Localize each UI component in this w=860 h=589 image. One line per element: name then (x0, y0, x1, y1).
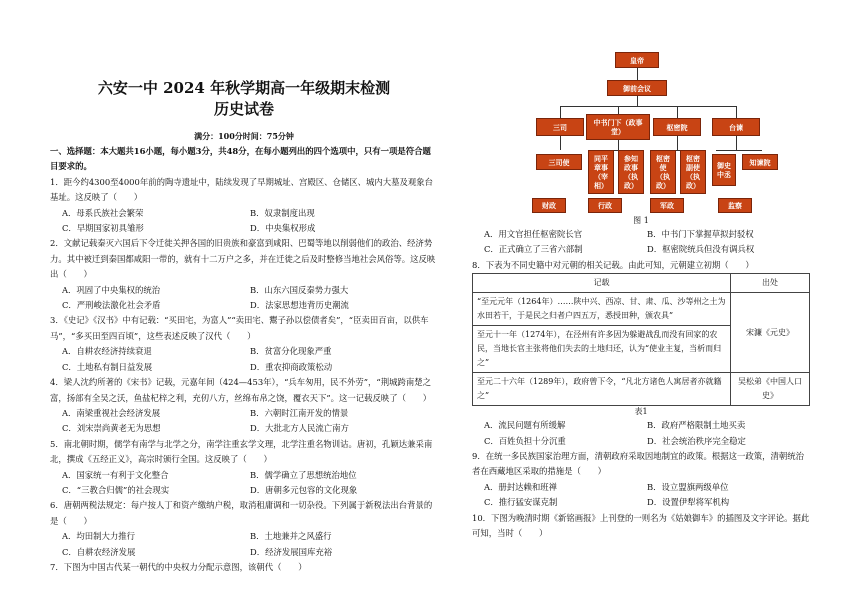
question-options (50, 468, 438, 499)
diagram-connector (618, 140, 619, 150)
question-options (50, 206, 438, 237)
option: C．刘宋崇尚黄老无为思想 (62, 423, 161, 434)
question-stem: 10．下图为晚清时期《新铭画报》上刊登的一则名为《姑娘御车》的插图及文字评论。据此可知，当时（ ） (472, 512, 810, 539)
diagram-connector (677, 106, 678, 118)
option: A．母系氏族社会繁荣 (62, 207, 144, 218)
exam-title: 六安一中 2024 年秋学期高一年级期末检测 (97, 79, 391, 97)
diagram-level3: 枢密副使（执政） (680, 150, 706, 194)
diagram-connector (560, 136, 561, 150)
diagram-root: 皇帝 (615, 52, 659, 68)
table-row (473, 373, 810, 406)
option: C．“三教合归儒”的社会现实 (62, 484, 170, 495)
option: D．经济发展国库充裕 (250, 546, 333, 557)
question-stem: 2．文献记载秦灭六国后下令迁徙关押各国的旧贵族和豪富到咸阳、巴蜀等地以削弱他们的政治、经济势力。其中被迁到秦国都咸阳一带的，就有十二万户之多，并在迁徙之后及时整修当地社会风俗等。这反映出（ ） (50, 238, 436, 280)
diagram-connector (736, 106, 737, 118)
option: B．贫富分化现象严重 (250, 346, 332, 357)
question-stem: 8．下表为不同史籍中对元朝的相关记载。由此可知，元朝建立初期（ ） (472, 259, 754, 270)
diagram-connector (716, 150, 762, 151)
table-cell: “至元元年（1264年）……陕中兴、西凉、甘、肃、瓜、沙等州之土为水田若干，于是民之归者户四五万，悉授田种，颁农具” (473, 293, 731, 326)
question-options (50, 406, 438, 437)
table-row (473, 293, 810, 326)
diagram-connector (677, 136, 678, 150)
exam-meta: 满分：100分时间：75分钟 (194, 131, 294, 141)
exam-subtitle: 历史试卷 (213, 100, 274, 118)
diagram-level3: 三司使 (536, 154, 582, 170)
option: B．政府严格限制土地买卖 (647, 420, 746, 431)
table-cell: 宋濂《元史》 (731, 293, 810, 373)
question-list (50, 175, 438, 576)
option: C．早期国家初具雏形 (62, 223, 144, 234)
diagram-function: 行政 (588, 198, 622, 213)
diagram-level3: 同平章事（宰相） (588, 150, 614, 194)
diagram-level2: 中书门下（政事堂） (586, 114, 650, 140)
option: C．推行猛安谋克制 (484, 497, 558, 508)
option: A．均田制大力推行 (62, 531, 136, 542)
question-stem: 1．距今约4300至4000年前的陶寺遗址中，陆续发现了早期城址、宫殿区、仓储区、城内大墓及观象台基址。这反映了（ ） (50, 176, 433, 203)
diagram-connector (637, 96, 638, 106)
diagram-level3: 参知政事（执政） (618, 150, 644, 194)
question-options (50, 344, 438, 375)
option: D．枢密院统兵但没有调兵权 (647, 244, 755, 255)
q7-options (472, 227, 810, 258)
option: D．中央集权形成 (250, 223, 316, 234)
section-heading: 一、选择题：本大题共16小题，每小题3分，共48分，在每小题列出的四个选项中，只有一项是符合题目要求的。 (50, 146, 431, 172)
records-table (472, 273, 810, 406)
diagram-function: 监察 (718, 198, 752, 213)
table-header: 出处 (731, 274, 810, 293)
option: A．国家统一有利于文化整合 (62, 469, 169, 480)
q9-options (472, 480, 810, 511)
question-options (50, 283, 438, 314)
option: A．册封达赖和班禅 (484, 481, 558, 492)
diagram-level2: 台谏 (712, 118, 760, 136)
power-structure-diagram (472, 50, 810, 215)
option: D．法家思想违背历史潮流 (250, 300, 349, 311)
option: B．儒学确立了思想统治地位 (250, 469, 357, 480)
q8-options (472, 418, 810, 449)
question-options (50, 529, 438, 560)
option: B．六朝时江南开发的情景 (250, 407, 349, 418)
option: D．社会统治秩序完全稳定 (647, 435, 746, 446)
question-stem: 7．下图为中国古代某一朝代的中央权力分配示意图，该朝代（ ） (50, 561, 307, 572)
question-stem: 4．梁人沈约所著的《宋书》记载，元嘉年间（424—453年），“兵车匆用，民不外劳”，“荆城跨南楚之富，扬部有全吴之沃，鱼盐杞梓之利，充仞八方，丝绵布帛之饶，覆衣天下”。这一记载反映了（ ） (50, 377, 432, 403)
table-header: 记载 (473, 274, 731, 293)
option: B．中书门下掌握草拟封驳权 (647, 229, 754, 239)
option: C．百姓负担十分沉重 (484, 435, 566, 446)
diagram-connector (736, 136, 737, 150)
table-cell: 至元二十六年（1289年），政府曾下令，“凡北方诸色人寓居者亦就籍之” (473, 373, 731, 406)
diagram-level2: 三司 (536, 118, 584, 136)
diagram-connector (560, 106, 561, 118)
option: B．设立盟旗两级单位 (647, 481, 729, 492)
question-stem: 3．《史记》《汉书》中有记载：“买田宅，为富人”“卖田宅、鬻子孙以偿债者矣”，“臣卖田百亩，以供车马”，“多买田至四百顷”，这些表述反映了汉代（ ） (50, 315, 429, 341)
diagram-function: 军政 (650, 198, 684, 213)
option: D．设置伊犁将军机构 (647, 497, 730, 508)
option: B．土地兼并之风盛行 (250, 531, 332, 542)
option: C．严刑峻法激化社会矛盾 (62, 300, 161, 311)
option: B．山东六国反秦势力强大 (250, 284, 349, 295)
diagram-level3: 御史中丞 (712, 154, 736, 186)
option: A．用文官担任枢密院长官 (484, 229, 583, 239)
table-caption: 表1 (634, 407, 648, 417)
option: C．土地私有制日益发展 (62, 361, 153, 372)
diagram-level3: 知谏院 (742, 154, 778, 170)
option: A．流民问题有所缓解 (484, 420, 566, 431)
diagram-connector (560, 106, 736, 107)
diagram-level3: 枢密使（执政） (650, 150, 676, 194)
option: C．正式确立了三省六部制 (484, 244, 583, 255)
question-stem: 9．在统一多民族国家治理方面，清朝政府采取因地制宜的政策。根据这一政策，清朝统治者在西藏地区采取的措施是（ ） (472, 451, 804, 477)
diagram-council: 御前会议 (607, 80, 667, 96)
option: D．重农抑商政策松动 (250, 361, 333, 372)
option: D．大批北方人民流亡南方 (250, 423, 349, 434)
figure-caption: 图 1 (633, 216, 649, 225)
left-column (50, 78, 438, 575)
option: D．唐朝多元包容的文化现象 (250, 484, 358, 495)
diagram-level2: 枢密院 (653, 118, 701, 136)
option: C．自耕农经济发展 (62, 546, 136, 557)
option: B．奴隶制度出现 (250, 207, 315, 218)
option: A．南梁重视社会经济发展 (62, 407, 161, 418)
diagram-connector (637, 68, 638, 80)
table-header-row (473, 274, 810, 293)
right-column (472, 50, 810, 541)
question-stem: 5．南北朝时期，儒学有南学与北学之分，南学注重玄学文理，北学注重名物训诂。唐初，孔颖达兼采南北，撰成《五经正义》，高宗时颁行全国。这反映了（ ） (50, 438, 433, 465)
option: A．巩固了中央集权的统治 (62, 284, 161, 295)
option: A．自耕农经济持续衰退 (62, 346, 152, 357)
table-cell: 吴松弟《中国人口史》 (731, 373, 810, 406)
table-cell: 至元十一年（1274年），在泾州有许多因为躲避战乱而没有回家的农民，当地长官主张将他们失去的土地归还，认为“使业主复，当析而归之” (473, 326, 731, 373)
question-stem: 6．唐朝两税法规定：每户按人丁和资产缴纳户税，取消租庸调和一切杂役。下列属于新税法出台背景的是（ ） (50, 500, 433, 526)
diagram-function: 财政 (532, 198, 566, 213)
